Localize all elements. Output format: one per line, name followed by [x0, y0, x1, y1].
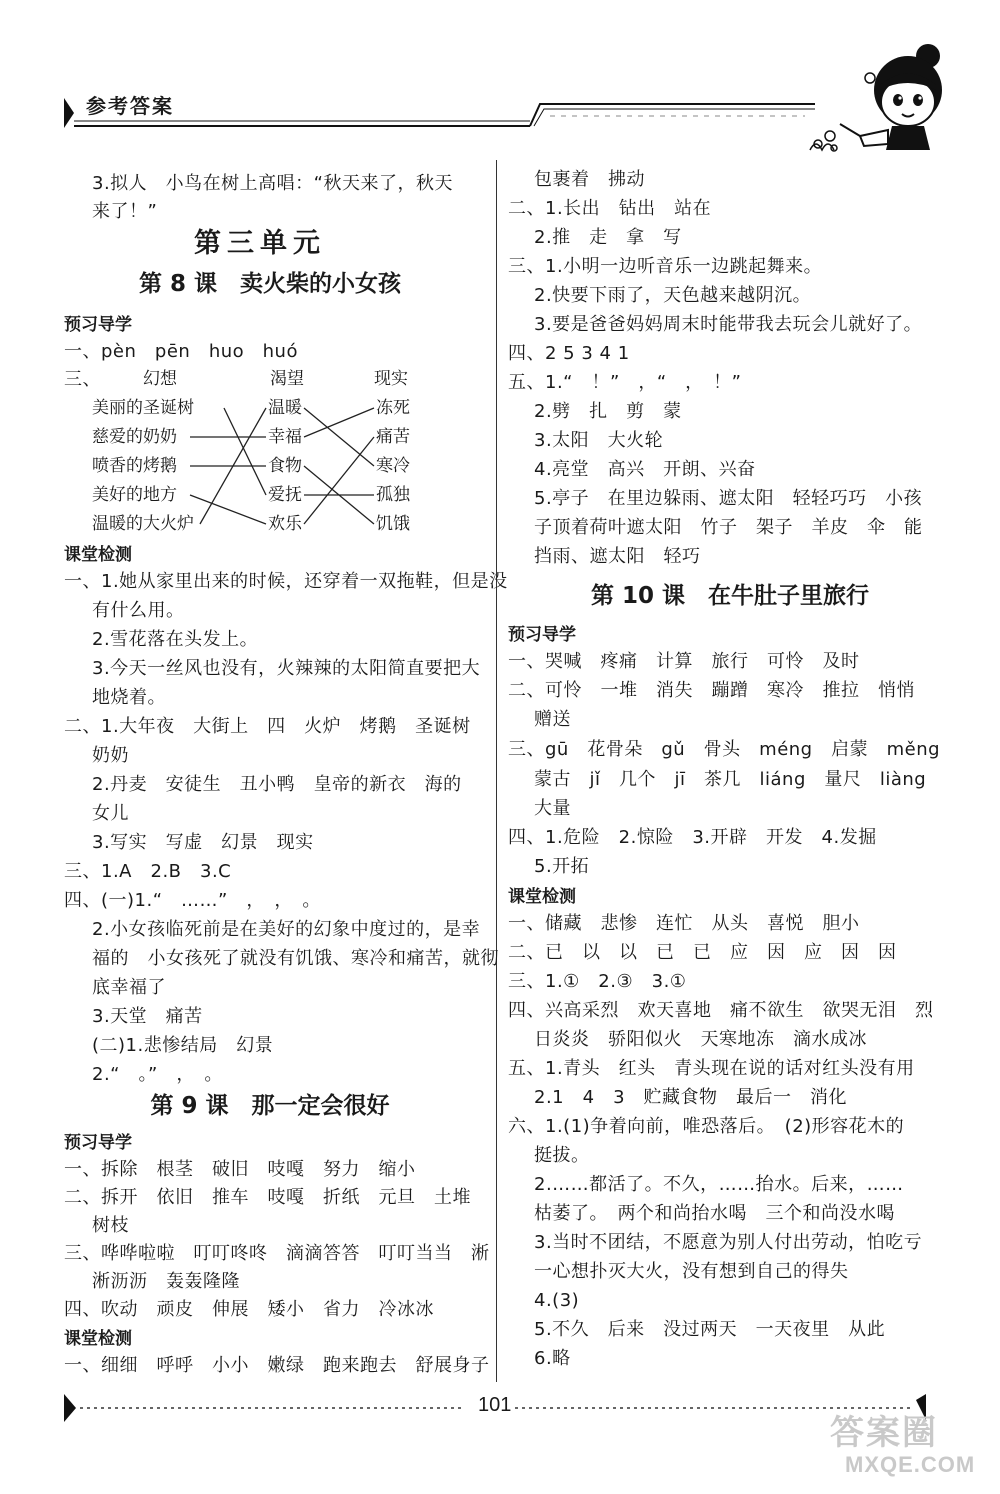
match-item: 欢乐 — [268, 514, 302, 534]
answer-line: 树枝 — [92, 1215, 129, 1236]
match-item: 美好的地方 — [92, 485, 177, 505]
answer-line: 挺拔。 — [534, 1145, 590, 1166]
answer-line: 三、1.A 2.B 3.C — [64, 861, 232, 882]
answer-line: 3.要是爸爸妈妈周末时能带我去玩会儿就好了。 — [534, 314, 923, 335]
answer-line: 地烧着。 — [92, 687, 166, 708]
answer-line: 3.写实 写虚 幻景 现实 — [92, 832, 314, 853]
answer-line: 底幸福了 — [92, 977, 166, 998]
answer-line: 一心想扑灭大火，没有想到自己的得失 — [534, 1261, 849, 1282]
watermark-url: MXQE.COM — [845, 1452, 976, 1477]
prev-answer-line: 3.拟人 小鸟在树上高唱：“秋天来了，秋天 — [92, 173, 453, 194]
answer-line: 三、1.① 2.③ 3.① — [508, 971, 687, 992]
section-heading: 预习导学 — [64, 315, 132, 335]
answer-line: 6.略 — [534, 1348, 571, 1369]
page-number: 101 — [478, 1394, 512, 1416]
answer-line: 五、1.青头 红头 青头现在说的话对红头没有用 — [508, 1058, 915, 1079]
answer-line: 一、1.她从家里出来的时候，还穿着一双拖鞋，但是没 — [64, 571, 508, 592]
answer-line: 一、细细 呼呼 小小 嫩绿 跑来跑去 舒展身子 — [64, 1355, 490, 1376]
lesson-9-title: 第 9 课 那一定会很好 — [150, 1093, 390, 1119]
matching-lines — [0, 0, 500, 560]
answer-line: 二、1.大年夜 大街上 四 火炉 烤鹅 圣诞树 — [64, 716, 471, 737]
header-title: 参考答案 — [86, 94, 174, 118]
answer-line: 2.雪花落在头发上。 — [92, 629, 259, 650]
answer-line: 四、(一)1.“ ……” ， ， 。 — [64, 890, 321, 911]
answer-line: 2.推 走 拿 写 — [534, 227, 682, 248]
prev-answer-line: 来了！” — [92, 201, 158, 222]
match-item: 寒冷 — [376, 456, 410, 476]
answer-line: 5.不久 后来 没过两天 一天夜里 从此 — [534, 1319, 886, 1340]
answer-line: 蒙古 jǐ 几个 jī 茶几 liáng 量尺 liàng — [534, 769, 927, 790]
match-item: 幸福 — [268, 427, 302, 447]
answer-line: 日炎炎 骄阳似火 天寒地冻 滴水成冰 — [534, 1029, 867, 1050]
answer-line: 5.亭子 在里边躲雨、遮太阳 轻轻巧巧 小孩 — [534, 488, 923, 509]
match-item: 温暖的大火炉 — [92, 514, 194, 534]
column-heading: 幻想 — [143, 369, 177, 389]
answer-line: 有什么用。 — [92, 600, 185, 621]
answer-line: 4.亮堂 高兴 开朗、兴奋 — [534, 459, 756, 480]
answer-line: 赠送 — [534, 709, 571, 730]
answer-line: 2.快要下雨了，天色越来越阴沉。 — [534, 285, 812, 306]
match-item: 慈爱的奶奶 — [92, 427, 177, 447]
answer-line: 2.1 4 3 贮藏食物 最后一 消化 — [534, 1087, 848, 1108]
answer-line: (二)1.悲惨结局 幻景 — [92, 1035, 274, 1056]
answer-line: 3.天堂 痛苦 — [92, 1006, 203, 1027]
answer-line: 2.劈 扎 剪 蒙 — [534, 401, 682, 422]
answer-line: 四、2 5 3 4 1 — [508, 343, 630, 364]
lesson-8-title: 第 8 课 卖火柴的小女孩 — [138, 271, 402, 297]
answer-line: 六、1.(1)争着向前，唯恐落后。 (2)形容花木的 — [508, 1116, 905, 1137]
answer-line: 女儿 — [92, 803, 129, 824]
watermark-logo: 答案圈 — [830, 1414, 938, 1452]
answer-line: 淅沥沥 轰轰隆隆 — [92, 1271, 240, 1292]
match-item: 美丽的圣诞树 — [92, 398, 194, 418]
lesson-10-title: 第 10 课 在牛肚子里旅行 — [590, 583, 870, 609]
answer-line: 枯萎了。 两个和尚抬水喝 三个和尚没水喝 — [534, 1203, 895, 1224]
section-heading: 预习导学 — [508, 625, 576, 645]
match-item: 喷香的烤鹅 — [92, 456, 177, 476]
column-heading: 渴望 — [270, 369, 304, 389]
answer-line: 2.……都活了。不久，……抬水。后来，…… — [534, 1174, 904, 1195]
answer-line: 四、吹动 顽皮 伸展 矮小 省力 冷冰冰 — [64, 1299, 434, 1320]
answer-line: 三、1.小明一边听音乐一边跳起舞来。 — [508, 256, 823, 277]
match-item: 食物 — [268, 456, 302, 476]
answer-line: 福的 小女孩死了就没有饥饿、寒冷和痛苦，就彻 — [92, 948, 499, 969]
cartoon-girl-icon — [800, 40, 970, 152]
column-heading: 现实 — [374, 369, 408, 389]
answer-line: 大量 — [534, 798, 571, 819]
answer-line: 挡雨、遮太阳 轻巧 — [534, 546, 701, 567]
answer-line: 2.“ 。” ， 。 — [92, 1064, 223, 1085]
match-item: 孤独 — [376, 485, 410, 505]
answer-line: 一、pèn pēn huo huó — [64, 341, 298, 362]
answer-line: 5.开拓 — [534, 856, 590, 877]
answer-line: 二、1.长出 钻出 站在 — [508, 198, 712, 219]
answer-line: 一、拆除 根茎 破旧 吱嘎 努力 缩小 — [64, 1159, 416, 1180]
match-item: 爱抚 — [268, 485, 302, 505]
match-item: 痛苦 — [376, 427, 410, 447]
answer-line: 包裹着 拂动 — [534, 169, 645, 190]
answer-line: 三、 — [64, 369, 101, 390]
answer-line: 3.太阳 大火轮 — [534, 430, 664, 451]
match-item: 温暖 — [268, 398, 302, 418]
match-item: 冻死 — [376, 398, 410, 418]
answer-line: 3.当时不团结，不愿意为别人付出劳动，怕吃亏 — [534, 1232, 923, 1253]
answer-line: 五、1.“ ！” ，“ ， ！” — [508, 372, 742, 393]
unit-title: 第三单元 — [194, 228, 326, 259]
answer-line: 二、已 以 以 已 已 应 因 应 因 因 — [508, 942, 897, 963]
answer-line: 2.小女孩临死前是在美好的幻象中度过的，是幸 — [92, 919, 481, 940]
section-heading: 课堂检测 — [64, 545, 132, 565]
answer-line: 奶奶 — [92, 745, 129, 766]
answer-line: 三、哗哗啦啦 叮叮咚咚 滴滴答答 叮叮当当 淅 — [64, 1243, 490, 1264]
section-heading: 预习导学 — [64, 1133, 132, 1153]
answer-line: 3.今天一丝风也没有，火辣辣的太阳简直要把大 — [92, 658, 481, 679]
answer-line: 一、储藏 悲惨 连忙 从头 喜悦 胆小 — [508, 913, 860, 934]
answer-line: 二、拆开 依旧 推车 吱嘎 折纸 元旦 土堆 — [64, 1187, 471, 1208]
answer-line: 一、哭喊 疼痛 计算 旅行 可怜 及时 — [508, 651, 860, 672]
answer-line: 2.丹麦 安徒生 丑小鸭 皇帝的新衣 海的 — [92, 774, 462, 795]
section-heading: 课堂检测 — [64, 1329, 132, 1349]
answer-line: 三、gū 花骨朵 gǔ 骨头 méng 启蒙 měng — [508, 739, 941, 760]
answer-line: 四、1.危险 2.惊险 3.开辟 开发 4.发掘 — [508, 827, 877, 848]
answer-line: 二、可怜 一堆 消失 蹦蹭 寒冷 推拉 悄悄 — [508, 680, 915, 701]
answer-line: 子顶着荷叶遮太阳 竹子 架子 羊皮 伞 能 — [534, 517, 923, 538]
match-item: 饥饿 — [376, 514, 410, 534]
section-heading: 课堂检测 — [508, 887, 576, 907]
answer-line: 四、兴高采烈 欢天喜地 痛不欲生 欲哭无泪 烈 — [508, 1000, 934, 1021]
answer-line: 4.(3) — [534, 1290, 580, 1311]
